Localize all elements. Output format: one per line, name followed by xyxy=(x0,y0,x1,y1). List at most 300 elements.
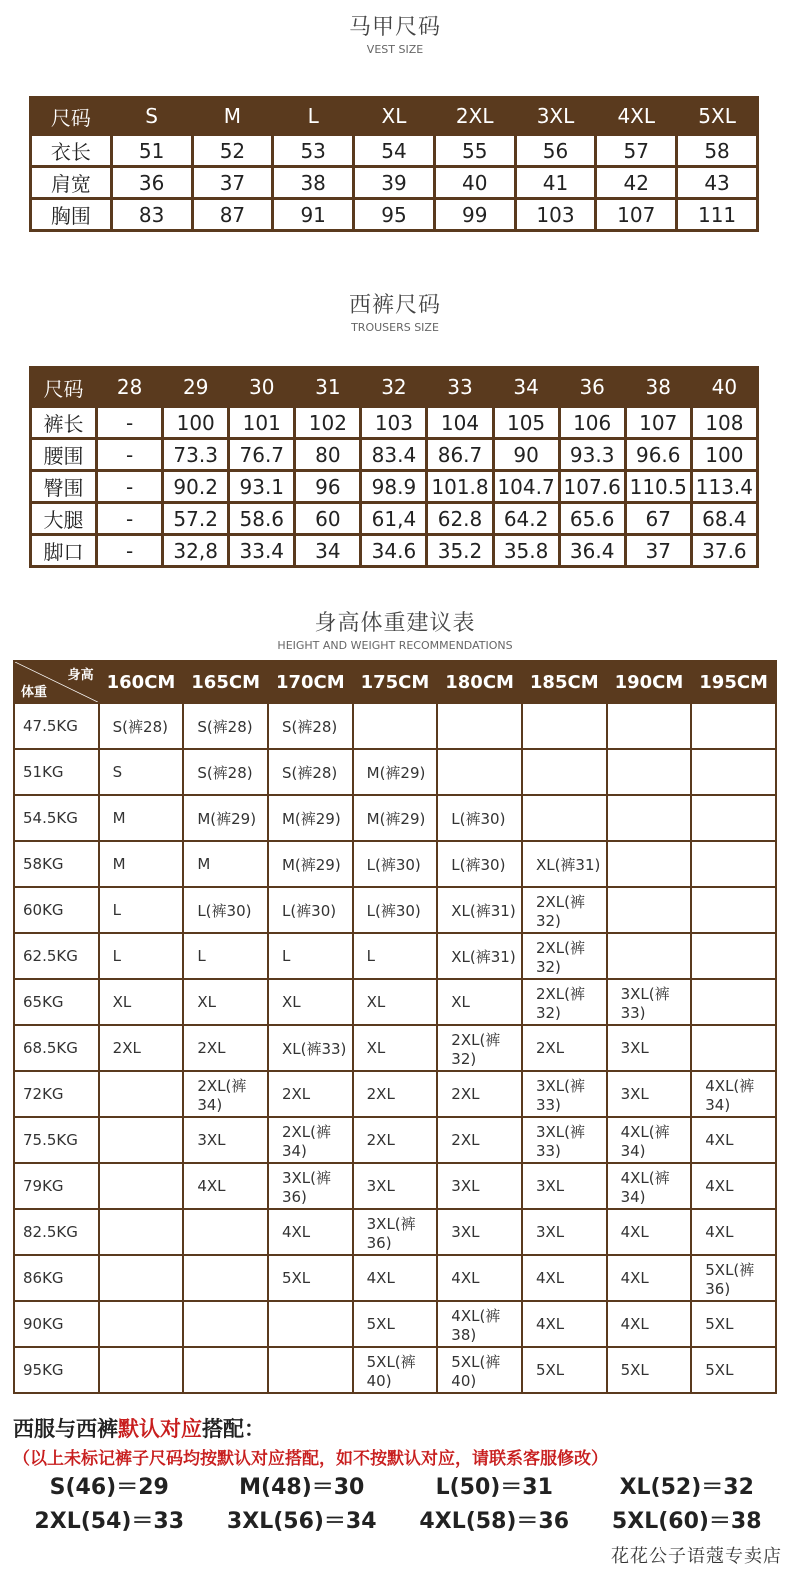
match-item: S(46)＝29 xyxy=(49,1475,169,1500)
trousers-row xyxy=(32,504,756,533)
rec-height-header: 180CM xyxy=(438,662,521,702)
vest-header-cell: L xyxy=(274,99,352,133)
vest-header-cell: 4XL xyxy=(597,99,675,133)
trousers-cell: 100 xyxy=(693,440,756,469)
rec-size-cell xyxy=(692,750,775,794)
rec-size-cell: M(裤29) xyxy=(269,796,352,840)
rec-height-header: 195CM xyxy=(692,662,775,702)
trousers-cell: 93.3 xyxy=(561,440,624,469)
trousers-cell: 86.7 xyxy=(428,440,491,469)
rec-size-cell: 3XL xyxy=(184,1118,267,1162)
rec-size-cell: 5XL(裤40) xyxy=(438,1348,521,1392)
rec-size-cell xyxy=(608,888,691,932)
trousers-cell: 36.4 xyxy=(561,536,624,565)
shop-name: 花花公子语蔻专卖店 xyxy=(611,1546,782,1567)
rec-header-row xyxy=(15,662,775,702)
rec-size-cell: 4XL(裤34) xyxy=(608,1118,691,1162)
trousers-header-cell: 38 xyxy=(627,369,690,405)
recommend-section-title xyxy=(0,606,790,652)
vest-header-cell: 2XL xyxy=(436,99,514,133)
trousers-cell: - xyxy=(98,504,161,533)
trousers-row xyxy=(32,536,756,565)
rec-weight-label: 54.5KG xyxy=(15,796,98,840)
vest-cell: 54 xyxy=(355,136,433,165)
rec-row xyxy=(15,750,775,794)
trousers-cell: 105 xyxy=(495,408,558,437)
trousers-cell: 103 xyxy=(362,408,425,437)
match-title-prefix: 西服与西裤 xyxy=(13,1417,118,1441)
rec-size-cell: S(裤28) xyxy=(100,704,183,748)
rec-size-cell xyxy=(184,1256,267,1300)
rec-size-cell: L xyxy=(100,934,183,978)
rec-size-cell: L xyxy=(354,934,437,978)
trousers-row-label: 腰围 xyxy=(32,440,95,469)
trousers-cell: 83.4 xyxy=(362,440,425,469)
rec-size-cell: 4XL xyxy=(692,1164,775,1208)
vest-header-cell: 5XL xyxy=(678,99,756,133)
trousers-cell: 33.4 xyxy=(230,536,293,565)
rec-size-cell xyxy=(692,934,775,978)
rec-size-cell: L(裤30) xyxy=(269,888,352,932)
vest-header-cell: S xyxy=(113,99,191,133)
rec-size-cell: 2XL xyxy=(523,1026,606,1070)
rec-weight-label: 68.5KG xyxy=(15,1026,98,1070)
rec-size-cell xyxy=(692,704,775,748)
vest-cell: 40 xyxy=(436,168,514,197)
trousers-cell: 65.6 xyxy=(561,504,624,533)
vest-header-cell: M xyxy=(194,99,272,133)
rec-size-cell: S(裤28) xyxy=(184,750,267,794)
rec-size-cell: 2XL xyxy=(354,1118,437,1162)
rec-size-cell: L(裤30) xyxy=(184,888,267,932)
rec-size-cell: 5XL xyxy=(692,1302,775,1346)
rec-size-cell: L(裤30) xyxy=(438,796,521,840)
rec-size-cell xyxy=(184,1302,267,1346)
trousers-cell: 37.6 xyxy=(693,536,756,565)
trousers-cell: 96 xyxy=(296,472,359,501)
rec-size-cell xyxy=(692,980,775,1024)
trousers-row-label: 大腿 xyxy=(32,504,95,533)
rec-size-cell: S(裤28) xyxy=(269,704,352,748)
trousers-row xyxy=(32,440,756,469)
trousers-cell: 34 xyxy=(296,536,359,565)
rec-row xyxy=(15,934,775,978)
rec-size-cell xyxy=(184,1348,267,1392)
rec-size-cell xyxy=(608,750,691,794)
rec-weight-label: 47.5KG xyxy=(15,704,98,748)
rec-size-cell: 3XL(裤36) xyxy=(269,1164,352,1208)
rec-row xyxy=(15,1256,775,1300)
rec-size-cell: 3XL xyxy=(523,1210,606,1254)
trousers-cell: 110.5 xyxy=(627,472,690,501)
rec-size-cell: 2XL xyxy=(269,1072,352,1116)
rec-size-cell: 4XL(裤34) xyxy=(692,1072,775,1116)
rec-size-cell xyxy=(608,796,691,840)
vest-cell: 99 xyxy=(436,200,514,229)
trousers-title-en: TROUSERS SIZE xyxy=(351,321,439,334)
rec-weight-label: 58KG xyxy=(15,842,98,886)
rec-size-cell: 2XL(裤32) xyxy=(523,980,606,1024)
rec-size-cell: 4XL(裤38) xyxy=(438,1302,521,1346)
trousers-row xyxy=(32,472,756,501)
vest-header-row xyxy=(32,99,756,133)
vest-row-label: 衣长 xyxy=(32,136,110,165)
trousers-header-row xyxy=(32,369,756,405)
rec-size-cell xyxy=(100,1256,183,1300)
rec-weight-label: 62.5KG xyxy=(15,934,98,978)
vest-size-table xyxy=(29,96,759,232)
trousers-row xyxy=(32,408,756,437)
rec-size-cell: 4XL xyxy=(354,1256,437,1300)
rec-size-cell: XL xyxy=(100,980,183,1024)
rec-size-cell: M xyxy=(184,842,267,886)
rec-weight-label: 95KG xyxy=(15,1348,98,1392)
rec-size-cell: 3XL(裤36) xyxy=(354,1210,437,1254)
trousers-cell: 62.8 xyxy=(428,504,491,533)
rec-size-cell: 3XL xyxy=(438,1164,521,1208)
match-item: 5XL(60)＝38 xyxy=(611,1509,762,1534)
rec-size-cell: L xyxy=(269,934,352,978)
rec-size-cell xyxy=(523,704,606,748)
rec-size-cell: M(裤29) xyxy=(354,750,437,794)
match-item: XL(52)＝32 xyxy=(619,1475,754,1500)
vest-cell: 52 xyxy=(194,136,272,165)
rec-size-cell: 2XL xyxy=(438,1072,521,1116)
rec-row xyxy=(15,1210,775,1254)
rec-size-cell xyxy=(269,1302,352,1346)
rec-size-cell: XL(裤31) xyxy=(523,842,606,886)
rec-size-cell: 5XL(裤36) xyxy=(692,1256,775,1300)
vest-cell: 36 xyxy=(113,168,191,197)
trousers-cell: 32,8 xyxy=(164,536,227,565)
rec-row xyxy=(15,704,775,748)
rec-size-cell xyxy=(692,888,775,932)
recommend-title-en: HEIGHT AND WEIGHT RECOMMENDATIONS xyxy=(277,639,513,652)
rec-row xyxy=(15,1072,775,1116)
trousers-header-cell: 30 xyxy=(230,369,293,405)
vest-cell: 38 xyxy=(274,168,352,197)
rec-size-cell: 3XL(裤33) xyxy=(523,1072,606,1116)
vest-cell: 57 xyxy=(597,136,675,165)
trousers-cell: 80 xyxy=(296,440,359,469)
rec-size-cell xyxy=(523,750,606,794)
rec-size-cell: 3XL xyxy=(523,1164,606,1208)
match-item: 2XL(54)＝33 xyxy=(34,1509,185,1534)
rec-size-cell xyxy=(354,704,437,748)
rec-size-cell: 2XL xyxy=(184,1026,267,1070)
height-weight-table xyxy=(13,660,777,1394)
trousers-header-cell: 40 xyxy=(693,369,756,405)
trousers-row-label: 裤长 xyxy=(32,408,95,437)
rec-size-cell: 3XL(裤33) xyxy=(608,980,691,1024)
rec-size-cell: 5XL xyxy=(608,1348,691,1392)
vest-cell: 91 xyxy=(274,200,352,229)
match-item: L(50)＝31 xyxy=(435,1475,553,1500)
match-item: 3XL(56)＝34 xyxy=(226,1509,377,1534)
rec-size-cell xyxy=(100,1118,183,1162)
trousers-cell: 90 xyxy=(495,440,558,469)
rec-weight-label: 60KG xyxy=(15,888,98,932)
rec-size-cell: 3XL xyxy=(354,1164,437,1208)
rec-size-cell: 2XL(裤32) xyxy=(438,1026,521,1070)
rec-size-cell: 3XL(裤33) xyxy=(523,1118,606,1162)
rec-weight-label: 65KG xyxy=(15,980,98,1024)
vest-cell: 95 xyxy=(355,200,433,229)
trousers-header-cell: 31 xyxy=(296,369,359,405)
trousers-cell: 100 xyxy=(164,408,227,437)
vest-row xyxy=(32,136,756,165)
trousers-cell: 73.3 xyxy=(164,440,227,469)
rec-size-cell: 5XL xyxy=(269,1256,352,1300)
vest-cell: 107 xyxy=(597,200,675,229)
rec-size-cell: M(裤29) xyxy=(269,842,352,886)
rec-size-cell: 5XL(裤40) xyxy=(354,1348,437,1392)
vest-title-cn: 马甲尺码 xyxy=(348,15,441,40)
rec-size-cell: XL xyxy=(354,1026,437,1070)
rec-weight-label: 82.5KG xyxy=(15,1210,98,1254)
match-item: 4XL(58)＝36 xyxy=(419,1509,570,1534)
trousers-row-label: 脚口 xyxy=(32,536,95,565)
trousers-cell: 98.9 xyxy=(362,472,425,501)
trousers-cell: 107 xyxy=(627,408,690,437)
vest-cell: 56 xyxy=(517,136,595,165)
rec-height-header: 190CM xyxy=(608,662,691,702)
vest-cell: 42 xyxy=(597,168,675,197)
rec-size-cell: 2XL(裤34) xyxy=(269,1118,352,1162)
match-row xyxy=(13,1504,783,1538)
rec-weight-label: 75.5KG xyxy=(15,1118,98,1162)
rec-size-cell: XL xyxy=(184,980,267,1024)
rec-height-header: 185CM xyxy=(523,662,606,702)
trousers-cell: 60 xyxy=(296,504,359,533)
trousers-size-table xyxy=(29,366,759,568)
trousers-header-cell: 36 xyxy=(561,369,624,405)
rec-row xyxy=(15,980,775,1024)
rec-row xyxy=(15,1164,775,1208)
corner-height-label: 身高 xyxy=(67,668,94,683)
match-item: M(48)＝30 xyxy=(239,1475,365,1500)
rec-size-cell: 4XL xyxy=(692,1210,775,1254)
rec-size-cell xyxy=(100,1302,183,1346)
rec-size-cell xyxy=(692,796,775,840)
trousers-cell: 57.2 xyxy=(164,504,227,533)
rec-size-cell: L xyxy=(184,934,267,978)
rec-size-cell: 4XL(裤34) xyxy=(608,1164,691,1208)
vest-header-cell: 3XL xyxy=(517,99,595,133)
rec-size-cell: 5XL xyxy=(523,1348,606,1392)
match-title-red: 默认对应 xyxy=(118,1417,202,1441)
rec-weight-label: 79KG xyxy=(15,1164,98,1208)
rec-size-cell: 2XL(裤34) xyxy=(184,1072,267,1116)
trousers-cell: 104 xyxy=(428,408,491,437)
rec-row xyxy=(15,796,775,840)
trousers-cell: 34.6 xyxy=(362,536,425,565)
vest-cell: 111 xyxy=(678,200,756,229)
rec-row xyxy=(15,888,775,932)
match-title xyxy=(13,1413,265,1443)
rec-size-cell xyxy=(608,842,691,886)
rec-row xyxy=(15,1348,775,1392)
rec-size-cell: S(裤28) xyxy=(269,750,352,794)
trousers-cell: 67 xyxy=(627,504,690,533)
rec-size-cell: 4XL xyxy=(438,1256,521,1300)
rec-weight-label: 90KG xyxy=(15,1302,98,1346)
vest-cell: 83 xyxy=(113,200,191,229)
rec-size-cell xyxy=(692,842,775,886)
trousers-cell: - xyxy=(98,440,161,469)
trousers-cell: 35.2 xyxy=(428,536,491,565)
rec-size-cell xyxy=(523,796,606,840)
match-grid xyxy=(13,1470,783,1538)
vest-row xyxy=(32,200,756,229)
rec-height-header: 160CM xyxy=(100,662,183,702)
rec-size-cell: XL(裤31) xyxy=(438,934,521,978)
vest-row-label: 胸围 xyxy=(32,200,110,229)
trousers-cell: 68.4 xyxy=(693,504,756,533)
rec-size-cell: 2XL(裤32) xyxy=(523,934,606,978)
trousers-cell: 106 xyxy=(561,408,624,437)
rec-size-cell: XL xyxy=(269,980,352,1024)
trousers-cell: 113.4 xyxy=(693,472,756,501)
trousers-cell: 96.6 xyxy=(627,440,690,469)
rec-size-cell: XL(裤33) xyxy=(269,1026,352,1070)
trousers-section-title xyxy=(0,288,790,334)
trousers-cell: 108 xyxy=(693,408,756,437)
rec-size-cell: 5XL xyxy=(354,1302,437,1346)
trousers-header-cell: 尺码 xyxy=(32,369,95,405)
rec-size-cell: 3XL xyxy=(608,1072,691,1116)
recommend-title-cn: 身高体重建议表 xyxy=(314,611,476,636)
trousers-header-cell: 33 xyxy=(428,369,491,405)
match-row xyxy=(13,1470,783,1504)
corner-cell xyxy=(15,662,98,702)
rec-height-header: 165CM xyxy=(184,662,267,702)
rec-size-cell: 4XL xyxy=(523,1302,606,1346)
trousers-cell: 101 xyxy=(230,408,293,437)
rec-height-header: 170CM xyxy=(269,662,352,702)
rec-size-cell: XL xyxy=(354,980,437,1024)
rec-size-cell: 4XL xyxy=(608,1302,691,1346)
rec-size-cell: 4XL xyxy=(523,1256,606,1300)
vest-cell: 87 xyxy=(194,200,272,229)
rec-size-cell: 3XL xyxy=(438,1210,521,1254)
rec-size-cell: 4XL xyxy=(184,1164,267,1208)
rec-size-cell: 2XL xyxy=(438,1118,521,1162)
rec-size-cell: S xyxy=(100,750,183,794)
trousers-cell: 93.1 xyxy=(230,472,293,501)
rec-size-cell xyxy=(692,1026,775,1070)
rec-size-cell: M xyxy=(100,842,183,886)
rec-size-cell: 4XL xyxy=(608,1210,691,1254)
trousers-cell: 104.7 xyxy=(495,472,558,501)
trousers-cell: 101.8 xyxy=(428,472,491,501)
rec-size-cell: 4XL xyxy=(269,1210,352,1254)
rec-row xyxy=(15,1026,775,1070)
rec-size-cell xyxy=(100,1348,183,1392)
rec-size-cell: M(裤29) xyxy=(184,796,267,840)
trousers-row-label: 臀围 xyxy=(32,472,95,501)
rec-size-cell: 2XL xyxy=(100,1026,183,1070)
rec-size-cell: M(裤29) xyxy=(354,796,437,840)
rec-size-cell xyxy=(100,1164,183,1208)
rec-size-cell xyxy=(438,750,521,794)
rec-size-cell: L xyxy=(100,888,183,932)
rec-size-cell xyxy=(608,704,691,748)
vest-cell: 51 xyxy=(113,136,191,165)
rec-size-cell xyxy=(269,1348,352,1392)
rec-size-cell xyxy=(184,1210,267,1254)
rec-row xyxy=(15,1302,775,1346)
vest-row xyxy=(32,168,756,197)
trousers-title-cn: 西裤尺码 xyxy=(348,293,441,318)
match-title-suffix: 搭配： xyxy=(202,1417,265,1441)
trousers-cell: 37 xyxy=(627,536,690,565)
trousers-cell: 107.6 xyxy=(561,472,624,501)
rec-weight-label: 86KG xyxy=(15,1256,98,1300)
match-note: （以上未标记裤子尺码均按默认对应搭配，如不按默认对应，请联系客服修改） xyxy=(13,1449,608,1469)
vest-cell: 43 xyxy=(678,168,756,197)
trousers-cell: - xyxy=(98,536,161,565)
rec-size-cell: L(裤30) xyxy=(438,842,521,886)
rec-weight-label: 72KG xyxy=(15,1072,98,1116)
vest-cell: 58 xyxy=(678,136,756,165)
corner-weight-label: 体重 xyxy=(21,685,48,700)
trousers-cell: - xyxy=(98,472,161,501)
vest-cell: 103 xyxy=(517,200,595,229)
vest-header-cell: 尺码 xyxy=(32,99,110,133)
vest-cell: 39 xyxy=(355,168,433,197)
vest-cell: 37 xyxy=(194,168,272,197)
rec-size-cell: M xyxy=(100,796,183,840)
rec-size-cell xyxy=(100,1210,183,1254)
vest-cell: 53 xyxy=(274,136,352,165)
vest-title-en: VEST SIZE xyxy=(366,43,424,56)
rec-size-cell xyxy=(100,1072,183,1116)
rec-height-header: 175CM xyxy=(354,662,437,702)
trousers-cell: 35.8 xyxy=(495,536,558,565)
rec-size-cell: 2XL xyxy=(354,1072,437,1116)
trousers-header-cell: 28 xyxy=(98,369,161,405)
trousers-header-cell: 32 xyxy=(362,369,425,405)
trousers-cell: - xyxy=(98,408,161,437)
trousers-cell: 64.2 xyxy=(495,504,558,533)
rec-size-cell: L(裤30) xyxy=(354,842,437,886)
rec-size-cell xyxy=(608,934,691,978)
trousers-header-cell: 34 xyxy=(495,369,558,405)
rec-size-cell: S(裤28) xyxy=(184,704,267,748)
rec-size-cell: 4XL xyxy=(692,1118,775,1162)
rec-size-cell: L(裤30) xyxy=(354,888,437,932)
rec-size-cell: XL xyxy=(438,980,521,1024)
rec-size-cell: 4XL xyxy=(608,1256,691,1300)
trousers-header-cell: 29 xyxy=(164,369,227,405)
vest-row-label: 肩宽 xyxy=(32,168,110,197)
trousers-cell: 90.2 xyxy=(164,472,227,501)
rec-size-cell: 3XL xyxy=(608,1026,691,1070)
rec-weight-label: 51KG xyxy=(15,750,98,794)
vest-cell: 41 xyxy=(517,168,595,197)
rec-size-cell: 2XL(裤32) xyxy=(523,888,606,932)
vest-header-cell: XL xyxy=(355,99,433,133)
trousers-cell: 58.6 xyxy=(230,504,293,533)
vest-section-title xyxy=(0,10,790,56)
rec-row xyxy=(15,1118,775,1162)
rec-row xyxy=(15,842,775,886)
trousers-cell: 61,4 xyxy=(362,504,425,533)
vest-cell: 55 xyxy=(436,136,514,165)
trousers-cell: 76.7 xyxy=(230,440,293,469)
trousers-cell: 102 xyxy=(296,408,359,437)
